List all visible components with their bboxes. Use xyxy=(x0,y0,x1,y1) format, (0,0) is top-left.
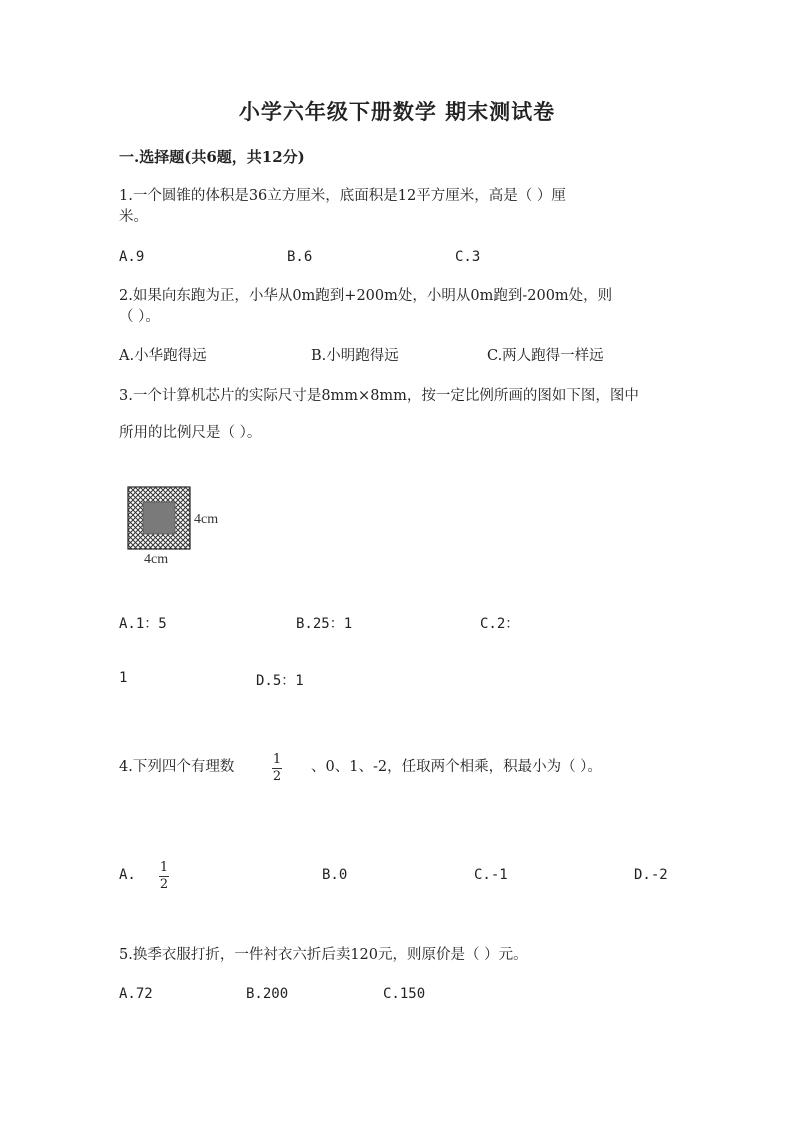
q3-option-c-continued: 1 xyxy=(119,670,128,686)
q2-option-b: B.小明跑得远 xyxy=(311,348,399,364)
q4-option-a-numerator: 1 xyxy=(159,860,169,875)
q4-option-d: D.-2 xyxy=(634,867,668,883)
q5-option-a: A.72 xyxy=(119,986,153,1002)
q2-text-line2: （ ）。 xyxy=(119,309,160,325)
q3-option-c: C.2： xyxy=(480,616,520,632)
chip-bottom-label: 4cm xyxy=(144,552,169,567)
q4-text-prefix: 4.下列四个有理数 xyxy=(119,759,235,775)
q3-text-line2: 所用的比例尺是（ ）。 xyxy=(119,425,262,441)
q5-option-b: B.200 xyxy=(246,986,289,1002)
q1-option-c: C.3 xyxy=(455,249,481,265)
q4-option-a-denominator: 2 xyxy=(159,877,169,892)
q4-fraction-denominator: 2 xyxy=(272,769,282,784)
chip-figure xyxy=(118,480,238,570)
q2-option-a: A.小华跑得远 xyxy=(119,348,207,364)
q4-fraction xyxy=(272,753,282,784)
q4-text-suffix: 、0、1、-2，任取两个相乘，积最小为（ ）。 xyxy=(311,759,602,775)
section-heading: 一.选择题(共6题，共12分) xyxy=(119,148,305,166)
q3-option-a: A.1：5 xyxy=(119,616,167,632)
q3-option-d: D.5：1 xyxy=(256,673,304,689)
q5-option-c: C.150 xyxy=(383,986,426,1002)
q4-option-c: C.-1 xyxy=(474,867,508,883)
q1-text-line2: 米。 xyxy=(119,209,148,225)
q4-option-a-fraction xyxy=(159,861,169,892)
q4-option-b: B.0 xyxy=(322,867,348,883)
chip-diagram xyxy=(118,480,198,550)
q2-text-line1: 2.如果向东跑为正，小华从0m跑到+200m处，小明从0m跑到-200m处，则 xyxy=(119,288,613,304)
q3-option-b: B.25：1 xyxy=(296,616,353,632)
chip-side-label: 4cm xyxy=(194,512,219,527)
q1-option-b: B.6 xyxy=(287,249,313,265)
q1-text-line1: 1.一个圆锥的体积是36立方厘米，底面积是12平方厘米，高是（ ）厘 xyxy=(119,188,566,204)
q2-option-c: C.两人跑得一样远 xyxy=(487,348,604,364)
page-title: 小学六年级下册数学 期末测试卷 xyxy=(238,99,556,124)
q1-option-a: A.9 xyxy=(119,249,145,265)
q3-text-line1: 3.一个计算机芯片的实际尺寸是8mm×8mm，按一定比例所画的图如下图，图中 xyxy=(119,388,639,404)
q4-option-a-label: A. xyxy=(119,867,136,883)
q4-fraction-numerator: 1 xyxy=(272,752,282,767)
q5-text-line1: 5.换季衣服打折，一件衬衣六折后卖120元，则原价是（ ）元。 xyxy=(119,947,528,963)
